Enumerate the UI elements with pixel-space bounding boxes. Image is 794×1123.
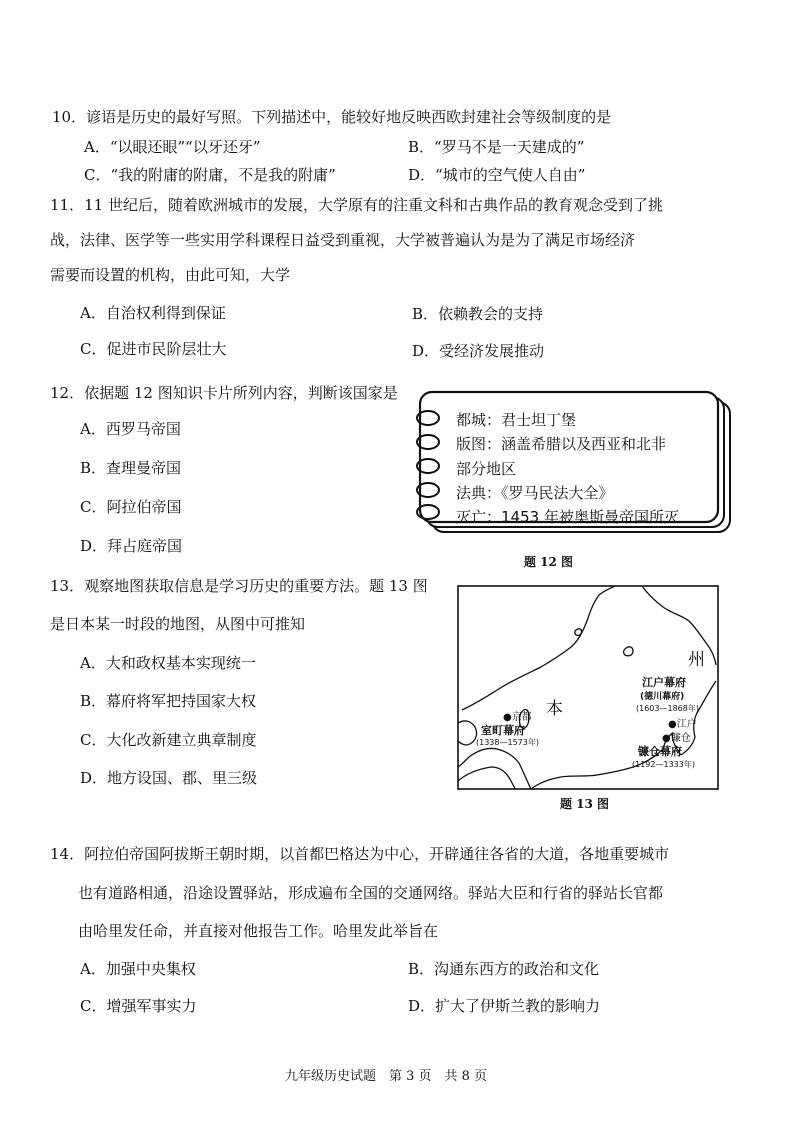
map-label-edo-bakufu: 江户幕府 [642, 676, 686, 689]
map-label-kamakura-bakufu: 镰仓幕府 [638, 745, 682, 758]
map-label-kamakura-years: (1192—1333年) [632, 760, 695, 769]
map-label-muromachi-years: (1338—1573年) [476, 738, 539, 747]
q13-option-c: C．大化改新建立典章制度 [80, 731, 257, 749]
q14-stem-line2: 也有道路相通，沿途设置驿站，形成遍布全国的交通网络。驿站大臣和行省的驿站长官都 [78, 884, 664, 902]
q12-option-c: C．阿拉伯帝国 [80, 498, 182, 516]
map-label-zhou: 州 [688, 650, 705, 670]
q14-option-a: A．加强中央集权 [80, 960, 196, 978]
q14-option-b: B．沟通东西方的政治和文化 [408, 960, 600, 978]
map-label-tokugawa: (德川幕府) [640, 692, 685, 702]
map-label-muromachi-bakufu: 室町幕府 [481, 724, 525, 737]
q13-option-a: A．大和政权基本实现统一 [80, 654, 256, 672]
q12-stem: 12．依据题 12 图知识卡片所列内容，判断该国家是 [50, 384, 398, 402]
q10-option-b: B．“罗马不是一天建成的” [408, 138, 585, 156]
q11-stem-line2: 战，法律、医学等一些实用学科课程日益受到重视，大学被普遍认为是为了满足市场经济 [50, 231, 636, 249]
q12-option-b: B．查理曼帝国 [80, 459, 182, 477]
q11-stem-line1: 11．11 世纪后，随着欧洲城市的发展，大学原有的注重文科和古典作品的教育观念受到了挑 [50, 196, 663, 214]
figure-13-caption: 题 13 图 [560, 797, 610, 811]
q13-option-d: D．地方设国、郡、里三级 [80, 769, 258, 787]
q10-option-a: A．“以眼还眼”“以牙还牙” [84, 138, 261, 156]
q13-stem-line1: 13．观察地图获取信息是学习历史的重要方法。题 13 图 [50, 577, 428, 595]
q13-stem-line2: 是日本某一时段的地图，从图中可推知 [50, 615, 306, 633]
map-label-edo-years: (1603—1868年) [636, 704, 699, 713]
q11-option-b: B．依赖教会的支持 [412, 305, 544, 323]
map-label-kamakura: ●镰仓 [662, 733, 691, 744]
q14-stem-line1: 14．阿拉伯帝国阿拔斯王朝时期，以首都巴格达为中心，开辟通往各省的大道，各地重要城市 [50, 845, 670, 863]
q10-stem: 10．谚语是历史的最好写照。下列描述中，能较好地反映西欧封建社会等级制度的是 [52, 108, 612, 126]
card-line-territory: 版图：涵盖希腊以及西亚和北非 [456, 435, 667, 453]
q11-option-d: D．受经济发展推动 [412, 342, 545, 360]
q12-option-d: D．拜占庭帝国 [80, 537, 183, 555]
map-label-edo: ●江户 [668, 719, 697, 730]
card-line-code: 法典：《罗马民法大全》 [456, 484, 614, 502]
card-line-capital: 都城：君士坦丁堡 [456, 411, 577, 429]
q10-option-c: C．“我的附庸的附庸，不是我的附庸” [84, 166, 336, 184]
figure-12-caption: 题 12 图 [524, 555, 574, 569]
q10-option-d: D．“城市的空气使人自由” [408, 166, 586, 184]
map-label-ben: 本 [546, 699, 563, 719]
card-line-territory-cont: 部分地区 [456, 460, 517, 478]
q11-stem-line3: 需要而设置的机构，由此可知，大学 [50, 266, 291, 284]
page-footer: 九年级历史试题 第 3 页 共 8 页 [285, 1069, 488, 1084]
q12-option-a: A．西罗马帝国 [80, 420, 181, 438]
q11-option-a: A．自治权利得到保证 [80, 304, 226, 322]
q14-stem-line3: 由哈里发任命，并直接对他报告工作。哈里发此举旨在 [78, 922, 439, 940]
card-line-fall: 灭亡：1453 年被奥斯曼帝国所灭 [456, 508, 679, 526]
q13-option-b: B．幕府将军把持国家大权 [80, 692, 257, 710]
q14-option-c: C．增强军事实力 [80, 997, 197, 1015]
q14-option-d: D．扩大了伊斯兰教的影响力 [408, 997, 601, 1015]
q11-option-c: C．促进市民阶层壮大 [80, 340, 227, 358]
map-label-kyoto: ●京都 [503, 712, 532, 723]
